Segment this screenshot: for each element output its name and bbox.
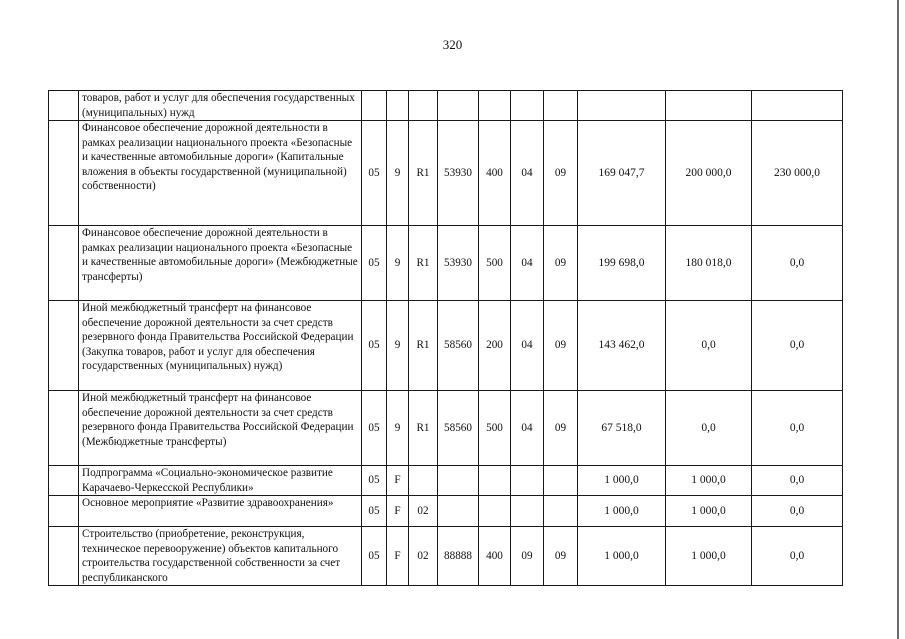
cell-item-name: Финансовое обеспечение дорожной деятельности в рамках реализации национального проекта «Безопасные и качественные автомобильные дороги» (Межбюджетные трансферты) [79,226,362,301]
cell-amount-year-1 [578,91,666,121]
cell-amount-year-3: 230 000,0 [752,121,843,226]
cell-program-code: 05 [362,391,387,466]
cell-expense-type [479,466,511,496]
cell-amount-year-3: 0,0 [752,496,843,527]
cell-amount-year-1: 169 047,7 [578,121,666,226]
cell-direction-code: 58560 [438,391,479,466]
cell-row-number [49,301,79,391]
cell-amount-year-3: 0,0 [752,226,843,301]
cell-item-name: Иной межбюджетный трансферт на финансовое обеспечение дорожной деятельности за счет средств резервного фонда Правительства Российской Федерации (Межбюджетные трансферты) [79,391,362,466]
cell-section: 04 [511,391,544,466]
cell-row-number [49,496,79,527]
cell-program-code: 05 [362,226,387,301]
cell-section: 09 [511,527,544,586]
cell-direction-code: 58560 [438,301,479,391]
cell-expense-type: 500 [479,226,511,301]
cell-section: 04 [511,226,544,301]
cell-event-code: R1 [409,301,438,391]
cell-section [511,91,544,121]
table-row [49,226,843,301]
cell-subprogram-code: 9 [387,121,409,226]
cell-section: 04 [511,121,544,226]
cell-program-code: 05 [362,121,387,226]
cell-row-number [49,466,79,496]
cell-subsection: 09 [544,527,578,586]
cell-expense-type: 200 [479,301,511,391]
table-row [49,121,843,226]
cell-amount-year-3 [752,91,843,121]
cell-amount-year-2: 200 000,0 [666,121,752,226]
cell-program-code: 05 [362,527,387,586]
cell-amount-year-1: 1 000,0 [578,466,666,496]
cell-subprogram-code: F [387,527,409,586]
cell-amount-year-2: 1 000,0 [666,466,752,496]
cell-row-number [49,121,79,226]
cell-item-name: Основное мероприятие «Развитие здравоохранения» [79,496,362,527]
budget-table [48,90,843,586]
cell-subprogram-code: F [387,466,409,496]
cell-event-code [409,466,438,496]
cell-amount-year-2: 0,0 [666,391,752,466]
cell-subprogram-code: F [387,496,409,527]
cell-amount-year-2: 1 000,0 [666,527,752,586]
cell-amount-year-2: 180 018,0 [666,226,752,301]
cell-amount-year-2: 1 000,0 [666,496,752,527]
cell-subsection: 09 [544,301,578,391]
cell-direction-code: 53930 [438,121,479,226]
table-row [49,91,843,121]
cell-event-code: 02 [409,496,438,527]
cell-program-code: 05 [362,496,387,527]
cell-amount-year-2 [666,91,752,121]
table-row [49,301,843,391]
cell-event-code: 02 [409,527,438,586]
page-number: 320 [442,37,463,52]
cell-subprogram-code: 9 [387,226,409,301]
cell-row-number [49,91,79,121]
cell-item-name: Строительство (приобретение, реконструкция, техническое перевооружение) объектов капитального строительства государственной собственности за счет республиканского [79,527,362,586]
cell-row-number [49,226,79,301]
cell-amount-year-1: 199 698,0 [578,226,666,301]
cell-program-code: 05 [362,466,387,496]
cell-amount-year-3: 0,0 [752,391,843,466]
cell-subsection: 09 [544,226,578,301]
cell-subprogram-code: 9 [387,391,409,466]
cell-program-code: 05 [362,301,387,391]
cell-subsection [544,496,578,527]
cell-amount-year-1: 1 000,0 [578,496,666,527]
cell-subprogram-code [387,91,409,121]
cell-amount-year-2: 0,0 [666,301,752,391]
cell-item-name: Подпрограмма «Социально-экономическое развитие Карачаево-Черкесской Республики» [79,466,362,496]
cell-expense-type [479,91,511,121]
cell-event-code: R1 [409,391,438,466]
cell-expense-type: 400 [479,527,511,586]
cell-amount-year-3: 0,0 [752,527,843,586]
cell-row-number [49,527,79,586]
cell-subprogram-code: 9 [387,301,409,391]
cell-direction-code: 88888 [438,527,479,586]
cell-section [511,496,544,527]
scan-edge-line [897,0,899,639]
cell-amount-year-1: 67 518,0 [578,391,666,466]
cell-amount-year-3: 0,0 [752,301,843,391]
cell-amount-year-1: 1 000,0 [578,527,666,586]
cell-expense-type: 400 [479,121,511,226]
cell-section [511,466,544,496]
cell-item-name: Иной межбюджетный трансферт на финансовое обеспечение дорожной деятельности за счет средств резервного фонда Правительства Российской Федерации (Закупка товаров, работ и услуг для обеспечения государственных (муниципальных) нужд) [79,301,362,391]
cell-expense-type: 500 [479,391,511,466]
cell-subsection: 09 [544,121,578,226]
cell-amount-year-3: 0,0 [752,466,843,496]
cell-event-code [409,91,438,121]
cell-event-code: R1 [409,121,438,226]
cell-subsection [544,466,578,496]
cell-item-name: Финансовое обеспечение дорожной деятельности в рамках реализации национального проекта «Безопасные и качественные автомобильные дороги» (Капитальные вложения в объекты государственной (муниципальной) собственности) [79,121,362,226]
cell-direction-code [438,91,479,121]
cell-direction-code [438,496,479,527]
cell-row-number [49,391,79,466]
table-row [49,391,843,466]
cell-subsection: 09 [544,391,578,466]
cell-subsection [544,91,578,121]
cell-section: 04 [511,301,544,391]
cell-expense-type [479,496,511,527]
cell-direction-code: 53930 [438,226,479,301]
table-row [49,496,843,527]
cell-event-code: R1 [409,226,438,301]
cell-direction-code [438,466,479,496]
table-row [49,466,843,496]
cell-item-name: товаров, работ и услуг для обеспечения государственных (муниципальных) нужд [79,91,362,121]
cell-amount-year-1: 143 462,0 [578,301,666,391]
table-row [49,527,843,586]
cell-program-code [362,91,387,121]
